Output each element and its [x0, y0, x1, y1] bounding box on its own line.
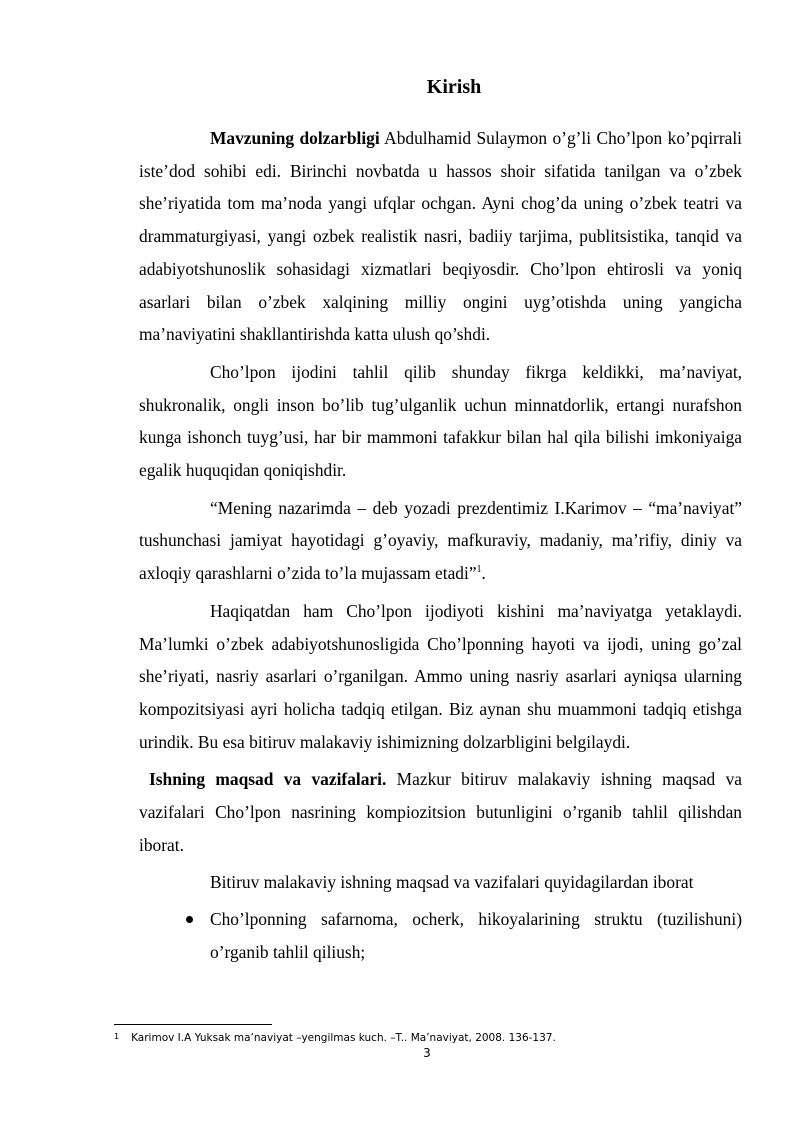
page-number: 3: [423, 1046, 431, 1060]
quote-end: .: [481, 563, 486, 584]
footnote-separator: [114, 1024, 272, 1025]
paragraph-text-relevance: Abdulhamid Sulaymon o’g’li Cho’lpon ko’pqirrali iste’dod sohibi edi. Birinchi novbatda u hassos shoir sifatida tanilgan va o’zbek she’riyatida tom ma’noda yangi ufqlar ochgan. Ayni chog’da uning o’zbek teatri va drammaturgiyasi, yangi ozbek realistik nasri, badiiy tarjima, publitsistika, tanqid va adabiyotshunoslik sohasidagi xizmatlari beqiyosdir. Cho’lpon ehtirosli va yoniq asarlari bilan o’zbek xalqining milliy ongini uyg’otishda uning yangicha ma’naviyatini shakllantirishda katta ulush qo’shdi.: [139, 128, 742, 345]
footnote: [114, 1031, 754, 1045]
bullet-icon: [186, 916, 193, 923]
page-title: Kirish: [426, 76, 482, 98]
body-text: [139, 122, 742, 969]
footnote-number: 1: [114, 1032, 120, 1041]
quote-text: “Mening nazarimda – deb yozadi prezdentimiz I.Karimov – “ma’naviyat” tushunchasi jamiyat hayotidagi g’oyaviy, mafkuraviy, madaniy, ma’rifiy, diniy va axloqiy qarashlarni o’zida to’la mujassam etadi”: [139, 497, 742, 584]
paragraph-lead-goals: Ishning maqsad va vazifalari.: [149, 769, 387, 790]
list-item-text: Cho’lponning safarnoma, ocherk, hikoyalarining struktu (tuzilishuni) o’rganib tahlil qiliush;: [210, 909, 742, 962]
paragraph-goals: [139, 763, 742, 861]
footnote-reference: 1: [476, 564, 482, 576]
paragraph-analysis: Cho’lpon ijodini tahlil qilib shunday fikrga keldikki, ma’naviyat, shukronalik, ongli inson bo’lib tug’ulganlik uchun minnatdorlik, ertangi nurafshon kunga ishonch tuyg’usi, har bir mammoni tafakkur bilan hal qila bilishi imkoniyaiga egalik huquqidan qoniqishdir.: [139, 361, 742, 481]
list-item: [139, 903, 742, 968]
paragraph-lead-relevance: Mavzuning dolzarbligi: [210, 128, 380, 148]
footnote-text: Karimov I.A Yuksak ma’naviyat –yengilmas kuch. –T.. Ma’naviyat, 2008. 136-137.: [131, 1032, 556, 1044]
paragraph-study: Haqiqatdan ham Cho’lpon ijodiyoti kishini ma’naviyatga yetaklaydi. Ma’lumki o’zbek adabiyotshunosligida Cho’lponning hayoti va ijodi, uning go’zal she’riyati, nasriy asarlari o’rganilgan. Ammo uning nasriy asarlari ayniqsa ularning kompozitsiyasi ayri holicha tadqiq etilgan. Biz aynan shu muammoni tadqiq etishga urindik. Bu esa bitiruv malakaviy ishimizning dolzarbligini belgilaydi.: [139, 600, 742, 752]
tasks-list: [139, 903, 742, 968]
paragraph-tasks-intro: Bitiruv malakaviy ishning maqsad va vazifalari quyidagilardan iborat: [210, 872, 694, 893]
paragraph-text-goals: Mazkur bitiruv malakaviy ishning maqsad va vazifalari Cho’lpon nasrining kompiozitsion butunligini o’rganib tahlil qilishdan iborat.: [139, 769, 742, 855]
paragraph-relevance: [139, 122, 742, 351]
paragraph-quote: [139, 492, 742, 590]
